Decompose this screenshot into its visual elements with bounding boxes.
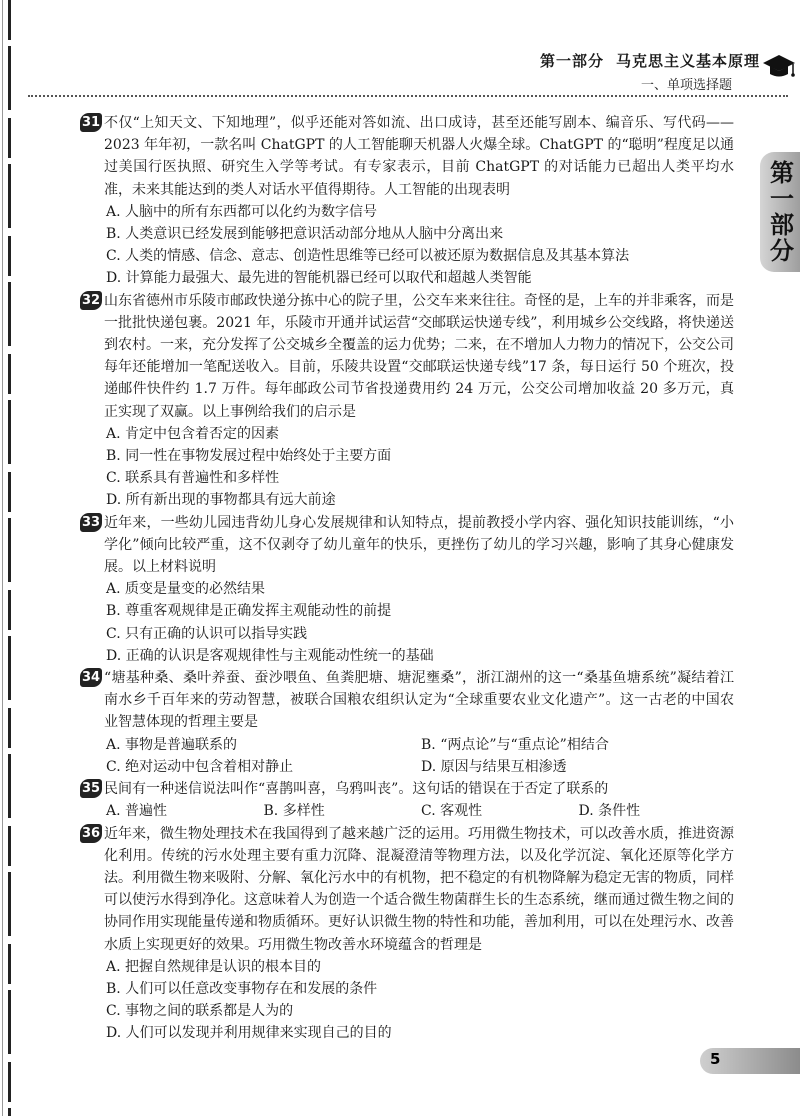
option-b: B. 同一性在事物发展过程中始终处于主要方面 bbox=[106, 448, 392, 465]
question-34 bbox=[81, 667, 734, 778]
option-c: C. 客观性 bbox=[421, 803, 483, 820]
option-d: D. 正确的认识是客观规律性与主观能动性统一的基础 bbox=[106, 647, 434, 664]
option-b: B. 人们可以任意改变事物存在和发展的条件 bbox=[106, 980, 378, 997]
option-d: D. 条件性 bbox=[578, 803, 641, 820]
option-a: A. 事物是普遍联系的 bbox=[106, 736, 238, 753]
side-tab-label: 第一部分 bbox=[765, 160, 794, 264]
option-c: C. 事物之间的联系都是人为的 bbox=[106, 1003, 294, 1020]
option-c: C. 只有正确的认识可以指导实践 bbox=[106, 625, 308, 642]
question-number-badge: 32 bbox=[81, 292, 101, 308]
option-row bbox=[104, 756, 734, 778]
question-list bbox=[81, 112, 734, 1045]
option-b: B. 尊重客观规律是正确发挥主观能动性的前提 bbox=[106, 603, 392, 620]
option-d: D. 人们可以发现并利用规律来实现自己的目的 bbox=[106, 1025, 392, 1042]
question-number-badge: 33 bbox=[81, 514, 101, 530]
option-b: B. 多样性 bbox=[263, 803, 325, 820]
option-a: A. 肯定中包含着否定的因素 bbox=[106, 425, 280, 442]
question-number-badge: 34 bbox=[81, 670, 101, 686]
question-number-badge: 35 bbox=[81, 781, 101, 797]
option-b: B. 人类意识已经发展到能够把意识活动部分地从人脑中分离出来 bbox=[106, 226, 504, 243]
page-number: 5 bbox=[710, 1050, 721, 1068]
question-number-badge: 31 bbox=[81, 115, 101, 130]
side-tab bbox=[760, 152, 800, 272]
option-c: C. 联系具有普遍性和多样性 bbox=[106, 470, 280, 487]
header-part: 第一部分 bbox=[539, 52, 604, 70]
option-a: A. 普遍性 bbox=[106, 803, 168, 820]
question-number-badge: 36 bbox=[81, 825, 101, 841]
option-c: C. 人类的情感、信念、意志、创造性思维等已经可以被还原为数据信息及其基本算法 bbox=[106, 248, 630, 265]
question-stem: 近年来，微生物处理技术在我国得到了越来越广泛的运用。巧用微生物技术，可以改善水质，推进资源化利用。传统的污水处理主要有重力沉降、混凝澄清等物理方法，以及化学沉淀、氧化还原等化学方法。利用微生物来吸附、分解、氧化污水中的有机物，把不稳定的有机物降解为稳定无害的物质，同样可以使污水得到净化。这意味着人为创造一个适合微生物菌群生长的生态系统，继而通过微生物之间的协同作用实现能量传递和物质循环。更好认识微生物的特性和功能，善加利用，可以在处理污水、改善水质上实现更好的效果。巧用微生物改善水环境蕴含的哲理是 bbox=[104, 825, 734, 953]
question-stem: 不仅“上知天文、下知地理”，似乎还能对答如流、出口成诗，甚至还能写剧本、编音乐、写代码——2023 年年初，一款名叫 ChatGPT 的人工智能聊天机器人火爆全球。ChatGPT 的“聪明”程度足以通过美国行医执照、研究生入学等考试。有专家表示，目前 ChatGPT 的对话能力已超出人类平均水准，未来其能达到的类人对话水平值得期待。人工智能的出现表明 bbox=[104, 115, 734, 198]
page-number-tab bbox=[700, 1048, 800, 1074]
page-header bbox=[528, 50, 760, 93]
header-title bbox=[528, 50, 760, 71]
option-b: B. “两点论”与“重点论”相结合 bbox=[421, 736, 609, 753]
option-d: D. 原因与结果互相渗透 bbox=[421, 758, 567, 775]
option-row bbox=[104, 800, 734, 822]
option-a: A. 把握自然规律是认识的根本目的 bbox=[106, 958, 322, 975]
question-36 bbox=[81, 823, 734, 1045]
header-subject: 马克思主义基本原理 bbox=[615, 52, 760, 70]
binding-edge bbox=[2, 0, 3, 1116]
question-stem: 民间有一种迷信说法叫作“喜鹊叫喜，乌鸦叫丧”。这句话的错误在于否定了联系的 bbox=[104, 781, 609, 798]
question-31 bbox=[81, 112, 734, 290]
question-stem: 山东省德州市乐陵市邮政快递分拣中心的院子里，公交车来来往往。奇怪的是，上车的并非乘客，而是一批批快递包裹。2021 年，乐陵市开通并试运营“交邮联运快递专线”，利用城乡公交线路，将快递送到农村。一来，充分发挥了公交城乡全覆盖的运力优势；二来，在不增加人力物力的情况下，公交公司每年还能增加一笔配送收入。目前，乐陵共设置“交邮联运快递专线”17 条，每日运行 50 个班次，投递邮件快件约 1.7 万件。每年邮政公司节省投递费用约 24 万元，公交公司增加收益 20 多万元，真正实现了双赢。以上事例给我们的启示是 bbox=[104, 292, 734, 420]
option-d: D. 计算能力最强大、最先进的智能机器已经可以取代和超越人类智能 bbox=[106, 270, 532, 287]
binding-stitch bbox=[8, 0, 11, 1116]
graduation-cap-icon bbox=[762, 52, 796, 82]
option-a: A. 人脑中的所有东西都可以化约为数字信号 bbox=[106, 203, 378, 220]
question-stem: “塘基种桑、桑叶养蚕、蚕沙喂鱼、鱼粪肥塘、塘泥壅桑”，浙江湖州的这一“桑基鱼塘系统”凝结着江南水乡千百年来的劳动智慧，被联合国粮农组织认定为“全球重要农业文化遗产”。这一古老的中国农业智慧体现的哲理主要是 bbox=[104, 670, 734, 731]
option-d: D. 所有新出现的事物都具有远大前途 bbox=[106, 492, 336, 509]
question-stem: 近年来，一些幼儿园违背幼儿身心发展规律和认知特点，提前教授小学内容、强化知识技能训练，“小学化”倾向比较严重，这不仅剥夺了幼儿童年的快乐，更挫伤了幼儿的学习兴趣，影响了其身心健康发展。以上材料说明 bbox=[104, 514, 734, 576]
header-section: 一、单项选择题 bbox=[640, 78, 732, 93]
option-a: A. 质变是量变的必然结果 bbox=[106, 581, 266, 598]
question-32 bbox=[81, 290, 734, 512]
question-33 bbox=[81, 512, 734, 667]
option-row bbox=[104, 734, 734, 756]
header-divider bbox=[28, 95, 788, 97]
question-35 bbox=[81, 778, 734, 822]
option-c: C. 绝对运动中包含着相对静止 bbox=[106, 758, 294, 775]
